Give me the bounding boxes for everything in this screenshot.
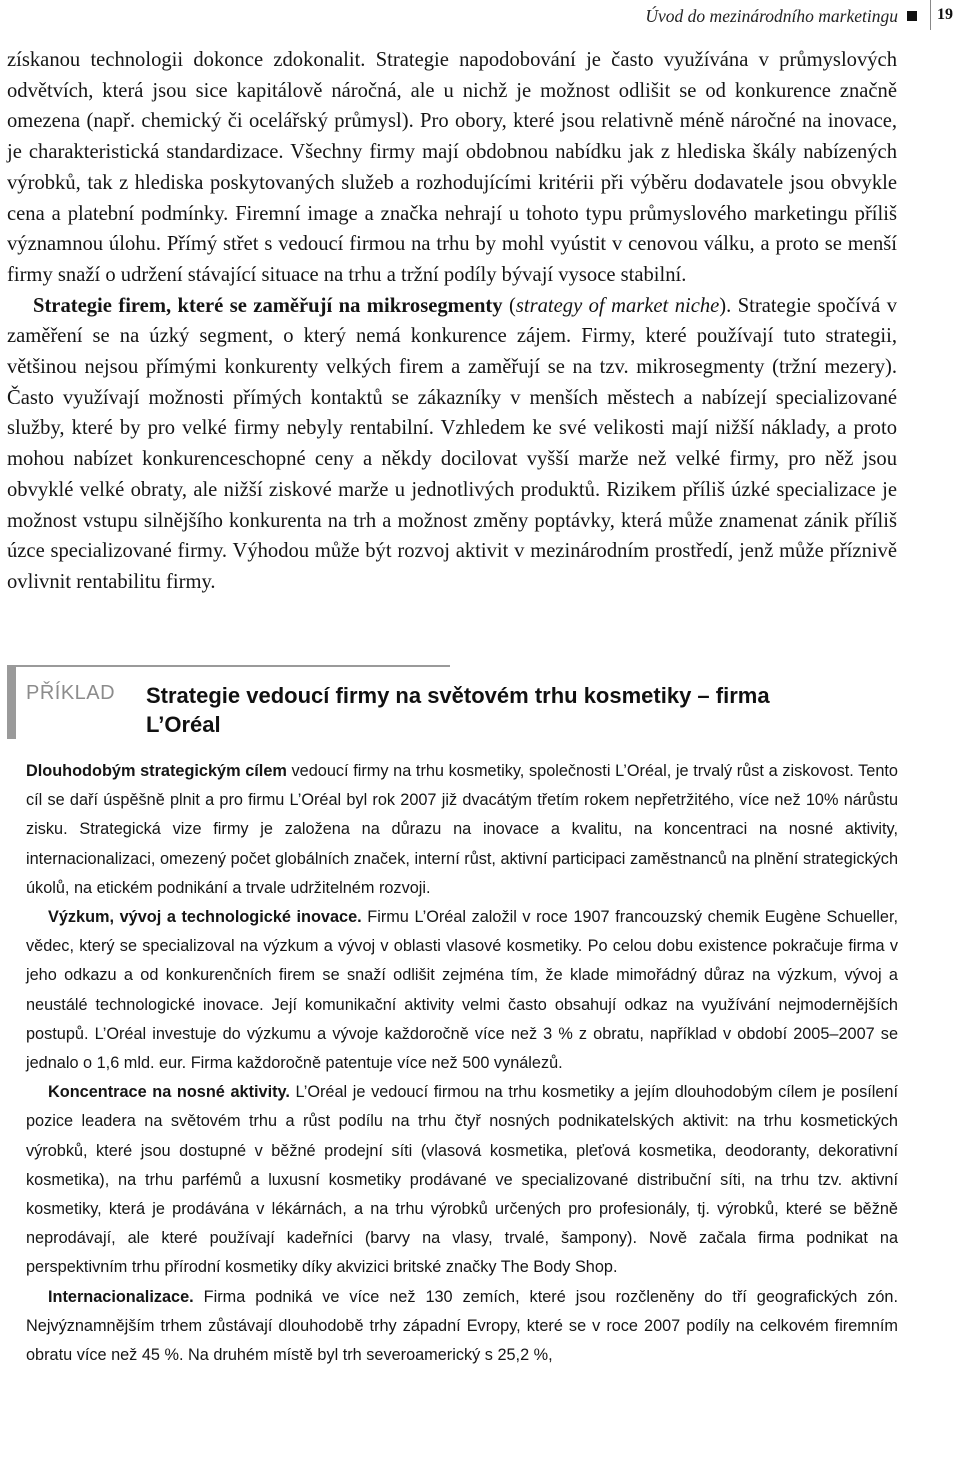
example-paragraph-internationalization [26, 1283, 898, 1371]
internationalization-text: Firma podniká ve více než 130 zemích, které jsou rozčleněny do tří geografických zón. Nejvýznamnějším trhem zůstávají dlouhodobě trhy západní Evropy, které se v roce 2007 podíly na celkovém firemním obratu více než 45 %. Na druhém místě byl trh severoamerický s 25,2 %, [26, 1287, 898, 1365]
internationalization-heading: Internacionalizace. [48, 1287, 194, 1306]
example-body [26, 757, 898, 1370]
example-header [7, 665, 897, 745]
header-divider [930, 0, 931, 30]
main-body-text [7, 45, 897, 598]
core-activities-text: L’Oréal je vedoucí firmou na trhu kosmetiky a jejím dlouhodobým cílem je posílení pozice leadera na světovém trhu a růst podílu na trhu čtyř nosných podnikatelských aktivit: na trhu kosmetických výrobků, které jsou dostupné v běžné prodejní síti (vlasová kosmetika, pleťová kosmetika, deodoranty, dekorativní kosmetika), na trhu parfémů a luxusní kosmetiky prodávané ve specializované distribuční síti, na trhu tzv. aktivní kosmetiky, která je prodávána v lékárnách, a na trhu výrobků určených pro profesionály, tj. výrobků, které se běžně neprodávají, ale které používají kadeřníci (barvy na vlasy, trvalé, šampony). Nově začala firma podnikat na perspektivním trhu přírodní kosmetiky díky akvizici britské značky The Body Shop. [26, 1083, 898, 1277]
example-paragraph-goal [26, 757, 898, 903]
example-side-bar [7, 665, 16, 739]
example-paragraph-core-activities [26, 1078, 898, 1282]
goal-heading: Dlouhodobým strategickým cílem [26, 762, 287, 780]
core-activities-heading: Koncentrace na nosné aktivity. [48, 1083, 290, 1102]
example-top-rule [7, 665, 450, 667]
research-heading: Výzkum, vývoj a technologické inovace. [48, 908, 362, 927]
running-title: Úvod do mezinárodního marketingu [645, 6, 898, 26]
example-paragraph-research [26, 903, 898, 1078]
page-header [0, 0, 960, 32]
square-bullet-icon [907, 11, 917, 21]
paren-open: ( [502, 294, 516, 317]
niche-strategy-heading: Strategie firem, které se zaměřují na mikrosegmenty [33, 294, 503, 317]
niche-strategy-text: ). Strategie spočívá v zaměření se na úzký segment, o který nemá konkurence zájem. Firmy, které používají tuto strategii, většinou nejsou přímými konkurenty velkých firem a zaměřují se na tzv. mikrosegmenty (tržní mezery). Často využívají možnosti přímých kontaktů se zákazníky v menších městech a nabízejí specializované služby, které by pro velké firmy nebyly rentabilní. Vzhledem ke své velikosti mají nižší náklady, a proto mohou nabízet konkurenceschopné ceny a někdy docilovat vyšší marže než velké firmy, pro něž jsou obvyklé velké obraty, ale nižší ziskové marže u jednotlivých produktů. Rizikem příliš úzké specializace je možnost vstupu silnějšího konkurenta na trh a možnost změny poptávky, která může znamenat zánik příliš úzce specializované firmy. Výhodou může být rozvoj aktivit v mezinárodním prostředí, jenž může příznivě ovlivnit rentabilitu firmy. [7, 294, 897, 593]
example-label: PŘÍKLAD [26, 682, 116, 704]
paragraph-imitation-strategy: získanou technologii dokonce zdokonalit. Strategie napodobování je často využívána v průmyslových odvětvích, která jsou sice kapitálově náročná, ale u nichž je možnost odlišit se od konkurence značně omezena (např. chemický či ocelářský průmysl). Pro obory, které jsou relativně méně náročné na inovace, je charakteristická standardizace. Všechny firmy mají obdobnou nabídku jak z hlediska škály nabízených výrobků, tak z hlediska poskytovaných služeb a rozhodujícími kritérii při výběru dodavatele jsou obvykle cena a platební podmínky. Firemní image a značka nehrají u tohoto typu průmyslového marketingu příliš významnou úlohu. Přímý střet s vedoucí firmou na trhu by mohl vyústit v cenovou válku, a proto se menší firmy snaží o udržení stávající situace na trhu a tržní podíly bývají vysoce stabilní. [7, 49, 897, 286]
paragraph-niche-strategy [7, 291, 897, 598]
goal-text: vedoucí firmy na trhu kosmetiky, společnosti L’Oréal, je trvalý růst a ziskovost. Tento cíl se daří úspěšně plnit a pro firmu L’Oréal byl rok 2007 již dvacátým třetím rokem nepřetržitého, více než 10% nárůstu zisku. Strategická vize firmy je založena na důrazu na inovace a kvalitu, na koncentraci na nosné aktivity, internacionalizaci, omezený počet globálních značek, interní růst, aktivní participaci zaměstnanců na plnění strategických úkolů, na etickém podnikání a trvale udržitelném rozvoji. [26, 762, 898, 897]
page-number: 19 [937, 6, 953, 23]
niche-strategy-english-term: strategy of market niche [515, 294, 720, 317]
research-text: Firmu L’Oréal založil v roce 1907 francouzský chemik Eugène Schueller, vědec, který se specializoval na výzkum a vývoj v oblasti vlasové kosmetiky. Po celou dobu existence pokračuje firma v jeho odkazu a od konkurenčních firem se snaží odlišit zejména tím, že klade mimořádný důraz na výzkum, vývoj a neustálé technologické inovace. Její komunikační aktivity velmi často obsahují odkaz na využívání nejmodernějších postupů. L’Oréal investuje do výzkumu a vývoje každoročně více než 3 % z obratu, například v období 2005–2007 se jednalo o 1,6 mld. eur. Firma každoročně patentuje více než 500 vynálezů. [26, 908, 898, 1073]
example-title: Strategie vedoucí firmy na světovém trhu kosmetiky – firma L’Oréal [146, 683, 770, 737]
